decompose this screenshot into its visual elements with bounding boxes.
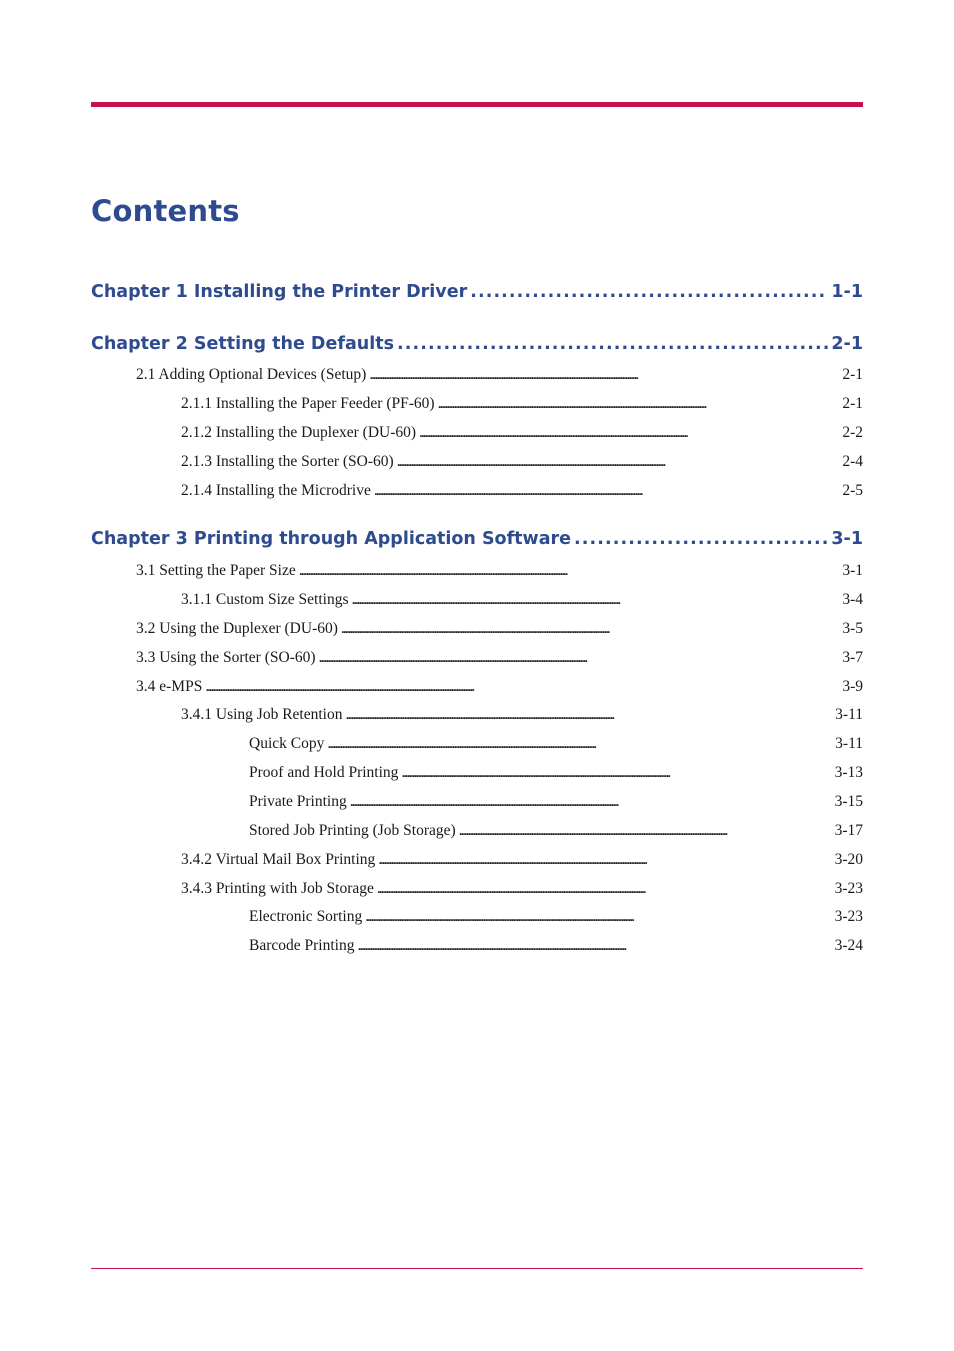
bottom-rule	[91, 1268, 863, 1269]
toc-leader	[319, 649, 840, 667]
toc-page: 2-2	[842, 424, 863, 441]
toc-label: Chapter 1 Installing the Printer Driver	[91, 282, 468, 302]
toc-label: 3.4 e-MPS	[136, 678, 203, 695]
toc-leader	[401, 764, 831, 782]
toc-page: 3-11	[835, 706, 863, 723]
toc-page: 1-1	[831, 282, 863, 302]
toc-chapter-2[interactable]	[91, 334, 863, 354]
toc-entry[interactable]	[181, 453, 863, 471]
toc-page: 3-20	[834, 851, 863, 868]
toc-page: 3-15	[834, 793, 863, 810]
toc-label: 3.1.1 Custom Size Settings	[181, 591, 349, 608]
toc-entry[interactable]	[249, 793, 863, 811]
toc-leader	[574, 529, 828, 549]
toc-entry[interactable]	[249, 908, 863, 926]
toc-leader	[470, 282, 828, 302]
toc-label: Electronic Sorting	[249, 908, 363, 925]
toc-entry[interactable]	[136, 678, 863, 696]
toc-label: 2.1.2 Installing the Duplexer (DU-60)	[181, 424, 417, 441]
toc-entry[interactable]	[181, 851, 863, 869]
toc-leader	[350, 793, 832, 811]
toc-leader	[369, 366, 839, 384]
toc-page: 3-4	[842, 591, 863, 608]
toc-page: 3-17	[834, 822, 863, 839]
toc-chapter-1[interactable]	[91, 282, 863, 302]
toc-entry[interactable]	[136, 649, 863, 667]
toc-leader	[459, 822, 832, 840]
toc-entry[interactable]	[181, 424, 863, 442]
toc-leader	[299, 562, 840, 580]
toc-entry[interactable]	[136, 620, 863, 638]
toc-leader	[205, 678, 839, 696]
toc-page: 2-1	[842, 395, 863, 412]
toc-page: 3-5	[842, 620, 863, 637]
toc-label: 3.4.3 Printing with Job Storage	[181, 880, 374, 897]
toc-entry[interactable]	[181, 395, 863, 413]
toc-page: 2-5	[842, 482, 863, 499]
toc-label: Quick Copy	[249, 735, 325, 752]
toc-leader	[345, 706, 832, 724]
toc-entry[interactable]	[249, 764, 863, 782]
toc-page: 2-1	[831, 334, 863, 354]
toc-page: 3-24	[834, 937, 863, 954]
toc-leader	[374, 482, 839, 500]
toc-page: 3-11	[835, 735, 863, 752]
toc-leader	[327, 735, 832, 753]
toc-label: Stored Job Printing (Job Storage)	[249, 822, 456, 839]
toc-label: 3.4.1 Using Job Retention	[181, 706, 343, 723]
toc-label: Chapter 3 Printing through Application Software	[91, 529, 572, 549]
toc-page: 2-1	[842, 366, 863, 383]
toc-page: 3-13	[834, 764, 863, 781]
toc-entry[interactable]	[181, 591, 863, 609]
toc-leader	[397, 334, 828, 354]
toc-leader	[365, 908, 831, 926]
top-accent-rule	[91, 102, 863, 107]
toc-leader	[357, 937, 831, 955]
toc-entry[interactable]	[181, 706, 863, 724]
toc-entry[interactable]	[181, 482, 863, 500]
toc-label: 3.1 Setting the Paper Size	[136, 562, 296, 579]
toc-leader	[438, 395, 840, 413]
toc-entry[interactable]	[249, 937, 863, 955]
toc-leader	[378, 851, 831, 869]
toc-page: 3-1	[842, 562, 863, 579]
toc-leader	[397, 453, 840, 471]
toc-label: 3.3 Using the Sorter (SO-60)	[136, 649, 316, 666]
toc-page: 3-7	[842, 649, 863, 666]
toc-leader	[377, 880, 832, 898]
toc-entry[interactable]	[181, 880, 863, 898]
toc-label: 2.1.1 Installing the Paper Feeder (PF-60)	[181, 395, 435, 412]
toc-label: 2.1.4 Installing the Microdrive	[181, 482, 371, 499]
toc-label: Proof and Hold Printing	[249, 764, 399, 781]
page-title: Contents	[91, 194, 240, 228]
toc-leader	[352, 591, 840, 609]
toc-page: 3-9	[842, 678, 863, 695]
toc-leader	[419, 424, 839, 442]
toc-label: 3.2 Using the Duplexer (DU-60)	[136, 620, 338, 637]
toc-label: 2.1 Adding Optional Devices (Setup)	[136, 366, 367, 383]
toc-entry[interactable]	[136, 562, 863, 580]
toc-label: Chapter 2 Setting the Defaults	[91, 334, 394, 354]
toc-label: Barcode Printing	[249, 937, 355, 954]
toc-label: Private Printing	[249, 793, 347, 810]
toc-entry[interactable]	[249, 822, 863, 840]
toc-page: 2-4	[842, 453, 863, 470]
toc-page: 3-23	[834, 908, 863, 925]
toc-leader	[341, 620, 839, 638]
toc-chapter-3[interactable]	[91, 529, 863, 549]
toc-label: 2.1.3 Installing the Sorter (SO-60)	[181, 453, 394, 470]
toc-page: 3-1	[831, 529, 863, 549]
toc-entry[interactable]	[136, 366, 863, 384]
toc-entry[interactable]	[249, 735, 863, 753]
toc-label: 3.4.2 Virtual Mail Box Printing	[181, 851, 376, 868]
toc-page: 3-23	[834, 880, 863, 897]
